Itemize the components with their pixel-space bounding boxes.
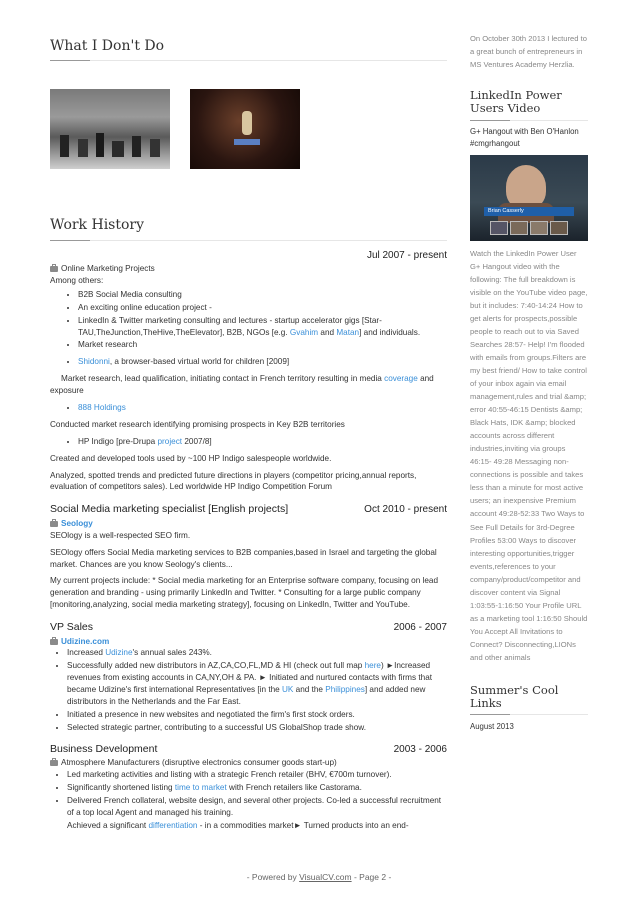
photo-group-outdoors[interactable]	[50, 89, 170, 169]
visualcv-link[interactable]: VisualCV.com	[299, 872, 352, 882]
list-item	[78, 402, 447, 414]
list-item: • Delivered French collateral, website design, and several other projects. Co-led a successful recruitment of a top local Agent and managed his training.	[67, 795, 447, 819]
uk-link[interactable]: UK	[282, 685, 294, 695]
video-caption: Brian Casserly	[488, 207, 524, 214]
list-item: • Led marketing activities and listing with a strategic French retailer (BHV, €700m turnover).	[67, 769, 447, 781]
video-description: Watch the LinkedIn Power User G+ Hangout video with the following: The full breakdown is visible on the YouTube video page, but it includes: 7:40-14:24 How to get alerts for prospects,possible people to reach out to via Saved Searches 28:57- Help! I'm flooded with emails from groups.Filters are my best friend/ How to take control of your inbox again via email management,rules and trial &amp; error 40:55-46:15 Dentists &amp; Black Hats, IDK &amp; blocked accounts across different industries,inviting via groups 46:15- 49:28 Messaging non-connections is possible and takes less than a minute for most active users; an inexpensive Premium account 49:28-52:33 Two Ways to See Full Details for 3rd-Degree Profiles 53:00 Ways to discover interesting opportunities,trigger events,references to your company/product/competitor and discover content via Signal 1:03:55-1:16:50 Your Profile URL as a marketing tool 1:16:50 Should You Accept All Invitations to Connect? Disconnecting,LIONs and other animals	[470, 248, 588, 662]
job-bullets-888	[50, 402, 447, 414]
list-item: • Significantly shortened listing time to market with French retailers like Castorama.	[67, 782, 447, 794]
list-item: • B2B Social Media consulting	[78, 289, 447, 301]
job-title: Social Media marketing specialist [English projects]	[50, 503, 289, 516]
job-title: VP Sales	[50, 621, 93, 634]
section-title-dont-do: What I Don't Do	[50, 36, 447, 61]
briefcase-icon	[50, 760, 58, 766]
philippines-link[interactable]: Philippines	[325, 685, 365, 695]
section-title-work-history: Work History	[50, 215, 447, 240]
sidebar	[470, 36, 588, 734]
gvahim-link[interactable]: Gvahim	[289, 327, 319, 337]
job-udizine	[50, 620, 447, 734]
briefcase-icon	[50, 639, 58, 645]
job-company: Online Marketing Projects	[50, 263, 447, 275]
job-date: Jul 2007 - present	[366, 249, 447, 261]
map-here-link[interactable]: here	[364, 661, 381, 671]
lecture-text: On October 30th 2013 I lectured to a great bunch of entrepreneurs in MS Ventures Academy Herzlia.	[470, 34, 587, 70]
conducted-text: Conducted market research identifying promising prospects in Key B2B territories	[50, 419, 345, 429]
photo-child-stage[interactable]	[190, 89, 300, 169]
photo-strip	[50, 61, 447, 181]
video-section-title: LinkedIn Power Users Video	[470, 89, 588, 120]
market-research-text: Market research, lead qualification, initiating contact in French territory resulting in media coverage and exposure	[50, 374, 434, 396]
main-column	[50, 36, 447, 833]
shidonni-link[interactable]: Shidonni	[78, 357, 110, 367]
job-bullets	[50, 769, 447, 831]
job-bullets	[50, 289, 447, 351]
job-online-marketing	[50, 249, 447, 494]
job-atmosphere	[50, 742, 447, 832]
coverage-link[interactable]: coverage	[384, 374, 418, 384]
list-item: • An exciting online education project -	[78, 302, 447, 314]
list-item: • LinkedIn & Twitter marketing consulting and lectures - startup accelerator gigs [Star-TAU,TheJunction,TheHive,TheElevator], B2B, NGOs [e.g. Gvahim and Matan] and individuals.	[78, 315, 447, 339]
job-company: Atmosphere Manufacturers (disruptive electronics consumer goods start-up)	[50, 757, 447, 769]
list-item: • Selected strategic partner, contributing to a successful US GlobalShop trade show.	[67, 722, 447, 734]
job-bullets-shidonni	[50, 356, 447, 368]
job-date: 2003 - 2006	[393, 743, 447, 755]
page-footer: - Powered by VisualCV.com - Page 2 -	[246, 872, 392, 882]
job-date: Oct 2010 - present	[364, 504, 447, 516]
job-intro: Among others:	[50, 275, 104, 285]
888-holdings-link[interactable]: 888 Holdings	[78, 403, 126, 412]
job-seology	[50, 502, 447, 611]
job-paragraph: SEOlogy is a well-respected SEO firm.	[50, 530, 191, 540]
list-item: • Shidonni, a browser-based virtual world for children [2009]	[78, 356, 447, 368]
analyzed-text: Analyzed, spotted trends and predicted future directions in players (competitor pricing,annual reports, evaluation of competitors sales). Led worldwide HP Indigo Competition Forum	[50, 470, 417, 492]
list-item: • Achieved a significant differentiation - in a commodities market► Turned products into an end-	[67, 820, 447, 832]
time-to-market-link[interactable]: time to market	[174, 782, 227, 792]
list-item: • Market research	[78, 339, 447, 351]
hangout-text: G+ Hangout with Ben O'Hanlon #cmgrhangout	[470, 126, 579, 149]
briefcase-icon	[50, 521, 58, 527]
cool-links-title: Summer's Cool Links	[470, 684, 588, 715]
differentiation-link[interactable]: differentiation	[148, 820, 198, 830]
job-date: 2006 - 2007	[393, 622, 447, 634]
job-paragraph: My current projects include: * Social media marketing for an Enterprise software company, focusing on lead generation and branding - using primarily LinkedIn and Twitter. * Consulting for a large public company [monitoring,analyzing, social media marketing strategy], focusing on LinkedIn, Twitter and YouTube.	[50, 576, 439, 610]
job-bullets-hp	[50, 436, 447, 448]
cool-links-date: August 2013	[470, 722, 514, 732]
list-item: • Increased Udizine's annual sales 243%.	[67, 647, 447, 659]
job-paragraph: SEOlogy offers Social Media marketing services to B2B companies,based in Israel and targeting the global market. Chances are you know Seology's clients...	[50, 547, 437, 569]
udizine-link[interactable]: Udizine	[105, 648, 133, 658]
hp-project-link[interactable]: project	[157, 436, 183, 446]
briefcase-icon	[50, 266, 58, 272]
job-bullets	[50, 647, 447, 733]
job-company[interactable]: Udizine.com	[50, 636, 447, 648]
job-company[interactable]: Seology	[50, 518, 447, 530]
job-title: Business Development	[50, 742, 158, 755]
matan-link[interactable]: Matan	[336, 327, 360, 337]
video-thumbnail[interactable]	[470, 155, 588, 241]
created-text: Created and developed tools used by ~100 HP Indigo salespeople worldwide.	[50, 453, 332, 463]
list-item: • Successfully added new distributors in AZ,CA,CO,FL,MD & HI (check out full map here) ►Increased revenues from existing accounts in CA,NY,OH & PA. ► Initiated and nurtured contacts with firms that became Udizine's first international Representatives [in the UK and the Philippines] and added new distributors in the Netherlands and the Far East.	[67, 660, 447, 708]
list-item: • HP Indigo [pre-Drupa project 2007/8]	[78, 436, 447, 448]
list-item: • Initiated a presence in new websites and negotiated the firm's first stock orders.	[67, 709, 447, 721]
